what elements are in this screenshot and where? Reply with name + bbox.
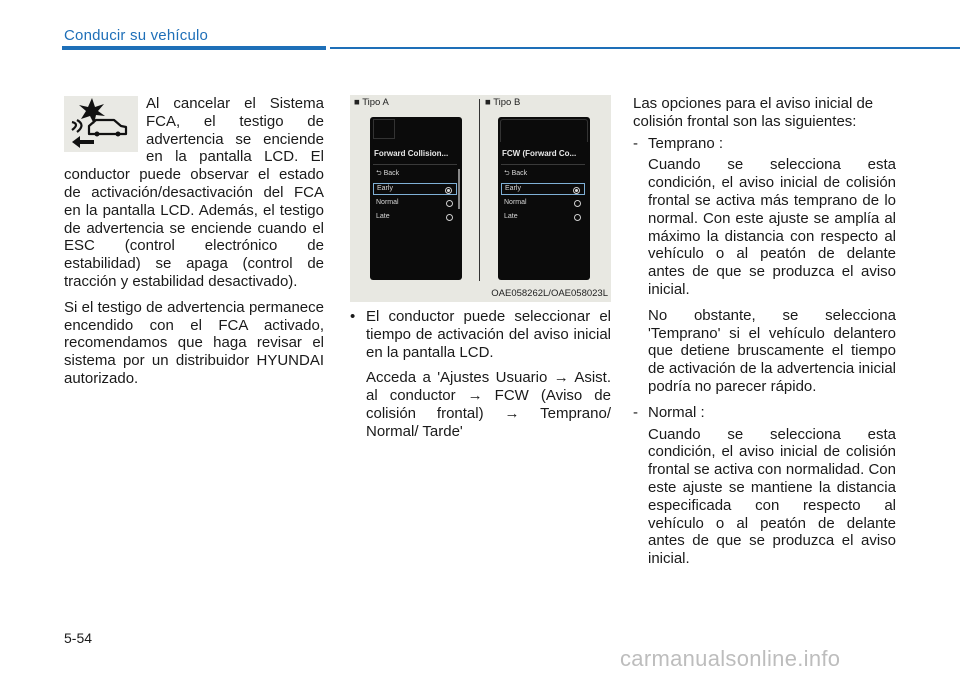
type-b-label: ■ Tipo B bbox=[485, 97, 521, 108]
dash-mark: - bbox=[633, 134, 638, 152]
section-title: Conducir su vehículo bbox=[64, 27, 209, 44]
fca-cancel-paragraph: Al cancelar el Sistema FCA, el testigo de advertencia se enciende en la pantalla LCD. El conductor puede observar el estado de activación/desactivación del FCA en la pantalla LCD. Además, el testigo de advertencia se enciende cuando el ESC (control electrónico de estabilidad) se apaga (control de tracción y estabilidad desactivado). bbox=[64, 95, 324, 290]
fca-warning-paragraph: Si el testigo de advertencia permanece encendido con el FCA activado, recomendamos que haga revisar el sistema por un distribuidor HYUNDAI autorizado. bbox=[64, 298, 324, 387]
lcd-screen-type-a bbox=[370, 117, 462, 280]
title-separator bbox=[373, 164, 457, 165]
screen-corner-frame bbox=[373, 119, 395, 139]
options-intro: Las opciones para el aviso inicial de colisión frontal son las siguientes: bbox=[633, 95, 874, 130]
radio-icon bbox=[446, 200, 453, 207]
screen-a-title: Forward Collision... bbox=[374, 149, 449, 158]
radio-selected-icon bbox=[445, 187, 452, 194]
figure-divider bbox=[479, 99, 480, 281]
screen-b-title: FCW (Forward Co... bbox=[502, 149, 577, 158]
radio-selected-icon bbox=[573, 187, 580, 194]
option-normal bbox=[633, 404, 896, 422]
radio-icon bbox=[574, 214, 581, 221]
dash-mark: - bbox=[633, 403, 638, 421]
radio-icon bbox=[574, 200, 581, 207]
lcd-figure bbox=[350, 95, 611, 302]
column-middle bbox=[350, 308, 611, 449]
column-right bbox=[633, 95, 896, 576]
menu-item-back: ⮌ Back bbox=[504, 170, 528, 177]
back-arrow-icon: ⮌ bbox=[376, 170, 384, 177]
bullet-text: El conductor puede seleccionar el tiempo de activación del aviso inicial en la pantalla LCD. bbox=[366, 308, 611, 361]
page-number: 5-54 bbox=[64, 630, 93, 646]
figure-code: OAE058262L/OAE058023L bbox=[491, 288, 608, 299]
bullet-mark: • bbox=[350, 308, 356, 325]
type-a-label: ■ Tipo A bbox=[354, 97, 389, 108]
menu-item-normal: Normal bbox=[373, 197, 457, 209]
option-normal-label: Normal : bbox=[648, 403, 705, 421]
menu-item-normal: Normal bbox=[501, 197, 585, 209]
header-bar bbox=[62, 46, 326, 50]
bullet-item bbox=[350, 308, 611, 361]
menu-item-back: ⮌ Back bbox=[376, 170, 400, 177]
menu-item-early: Early bbox=[501, 183, 585, 195]
option-early-label: Temprano : bbox=[648, 134, 724, 152]
title-separator bbox=[501, 164, 585, 165]
back-arrow-icon: ⮌ bbox=[504, 170, 512, 177]
lcd-screen-type-b bbox=[498, 117, 590, 280]
menu-item-early: Early bbox=[373, 183, 457, 195]
fca-warning-icon bbox=[64, 96, 138, 152]
header-rule bbox=[330, 47, 960, 49]
option-early bbox=[633, 135, 896, 153]
menu-item-late: Late bbox=[373, 211, 457, 223]
scrollbar bbox=[458, 169, 460, 209]
screen-top-frame bbox=[500, 119, 588, 142]
option-normal-description: Cuando se selecciona esta condición, el aviso inicial de colisión frontal se activa con normalidad. Con este ajuste se mantiene la distancia especificada con respecto al vehículo o al peatón de delante antes de que se produzca el aviso inicial. bbox=[648, 425, 896, 568]
menu-item-late: Late bbox=[501, 211, 585, 223]
radio-icon bbox=[446, 214, 453, 221]
option-early-description: Cuando se selecciona esta condición, el aviso inicial de colisión frontal se activa más temprano de lo normal. Con este ajuste se amplía al máximo la distancia con respecto al vehículo o al peatón de delante antes de que se produzca el aviso inicial. bbox=[648, 156, 896, 298]
option-early-note: No obstante, se selecciona 'Temprano' si el vehículo delantero que detiene bruscamente el tiempo de activación de la advertencia inicial podría no parecer rápido. bbox=[648, 306, 896, 395]
settings-path-text: Acceda a 'Ajustes Usuario → Asist. al conductor → FCW (Aviso de colisión frontal) → Temprano/ Normal/ Tarde' bbox=[366, 369, 611, 440]
column-left bbox=[64, 95, 324, 396]
watermark: carmanualsonline.info bbox=[620, 646, 841, 671]
